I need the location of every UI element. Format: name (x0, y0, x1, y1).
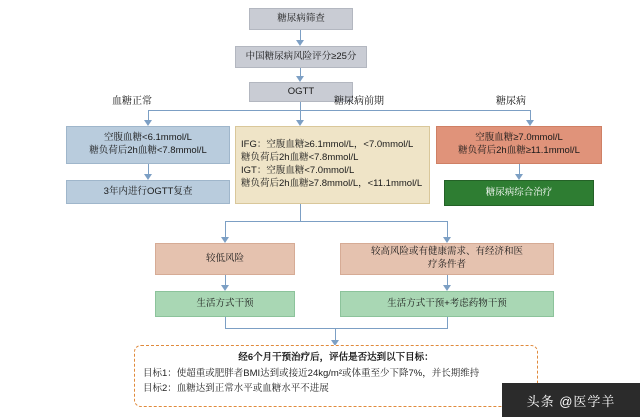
node-high-risk (340, 243, 554, 275)
node-normal-glucose (66, 126, 230, 164)
node-diabetes (436, 126, 602, 164)
goal-box (134, 345, 538, 407)
node-recheck-label: 3年内进行OGTT复查 (103, 185, 193, 197)
node-recheck (66, 180, 230, 204)
node-lifestyle-drug (340, 291, 554, 317)
connector-merge-horizontal (225, 328, 448, 329)
node-low-risk (155, 243, 295, 275)
branch-label-prediabetes: 糖尿病前期 (334, 96, 384, 107)
node-dm-treatment (444, 180, 594, 206)
node-dm-treatment-label: 糖尿病综合治疗 (485, 186, 553, 198)
connector-pre-split (225, 221, 447, 222)
node-pre-line3: IGT：空腹血糖<7.0mmol/L (241, 165, 355, 176)
node-pre-line2: 糖负荷后2h血糖<7.8mmol/L (241, 152, 359, 164)
node-high-risk-line2: 疗条件者 (427, 259, 466, 270)
node-pre-line1: IFG：空腹血糖≥6.1mmol/L，<7.0mmol/L (241, 139, 414, 151)
goal-item-2: 目标2：血糖达到正常水平或血糖水平不进展 (143, 382, 329, 394)
node-dm-line1: 空腹血糖≥7.0mmol/L (475, 132, 563, 144)
goal-box-title: 经6个月干预治疗后，评估是否达到以下目标： (238, 352, 434, 363)
connector-bus-horizontal (148, 110, 530, 111)
branch-label-normal: 血糖正常 (112, 96, 152, 107)
node-normal-line2: 糖负荷后2h血糖<7.8mmol/L (89, 145, 207, 156)
node-low-risk-label: 较低风险 (205, 252, 244, 264)
node-lifestyle (155, 291, 295, 317)
node-screening (249, 8, 353, 30)
watermark-text: 头条 @医学羊 (526, 393, 616, 409)
node-risk-score-label: 中国糖尿病风险评分≥25分 (245, 50, 357, 62)
node-pre-line4: 糖负荷后2h血糖≥7.8mmol/L，<11.1mmol/L (241, 177, 423, 189)
watermark-badge (502, 383, 640, 417)
node-risk-score (235, 46, 367, 68)
node-prediabetes (235, 126, 430, 204)
node-ogtt-label: OGTT (287, 85, 315, 97)
branch-label-diabetes: 糖尿病 (496, 96, 526, 107)
node-normal-line1: 空腹血糖<6.1mmol/L (104, 132, 192, 144)
connector-pre-down (300, 204, 301, 222)
node-lifestyle-drug-label: 生活方式干预+考虑药物干预 (387, 297, 507, 309)
node-lifestyle-label: 生活方式干预 (196, 297, 254, 309)
node-screening-label: 糖尿病筛查 (277, 12, 325, 24)
node-dm-line2: 糖负荷后2h血糖≥11.1mmol/L (458, 145, 580, 156)
node-high-risk-line1: 较高风险或有健康需求、有经济和医 (370, 246, 523, 258)
goal-item-1: 目标1：使超重或肥胖者BMI达到或接近24kg/m²或体重至少下降7%，并长期维持 (143, 368, 480, 380)
